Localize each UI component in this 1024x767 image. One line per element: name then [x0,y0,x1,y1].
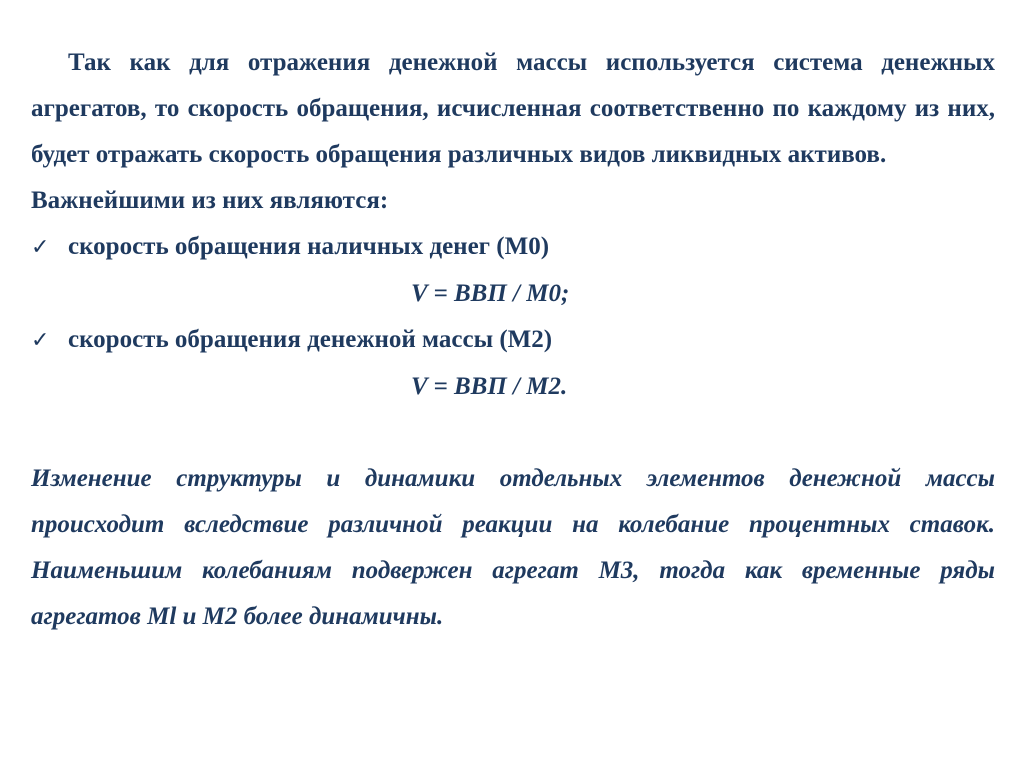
intro-paragraph: Так как для отражения денежной массы используется система денежных агрегатов, то скорость обращения, исчисленная соответственно по каждому из них, будет отражать скорость обращения различных видов ликвидных активов. [31,49,995,168]
list-item-label: скорость обращения денежной массы (М2) [68,326,553,353]
checkmark-icon: ✓ [31,328,50,353]
list-item-label: скорость обращения наличных денег (М0) [68,233,550,260]
checkmark-icon: ✓ [31,235,50,260]
slide-body [31,40,995,640]
velocity-list [31,224,995,410]
list-item-m2 [31,317,995,364]
list-heading: Важнейшими из них являются: [31,187,389,214]
spacer [31,410,995,456]
conclusion-paragraph: Изменение структуры и динамики отдельных элементов денежной массы происходит вследствие различной реакции на колебание процентных ставок. Наименьшим колебаниям подвержен агрегат М3, тогда как временные ряды агрегатов Ml и М2 более динамичны. [31,465,995,630]
list-item-m0 [31,224,995,271]
formula-m2: V = ВВП / М2. [411,373,568,400]
formula-m0: V = ВВП / М0; [411,280,570,307]
